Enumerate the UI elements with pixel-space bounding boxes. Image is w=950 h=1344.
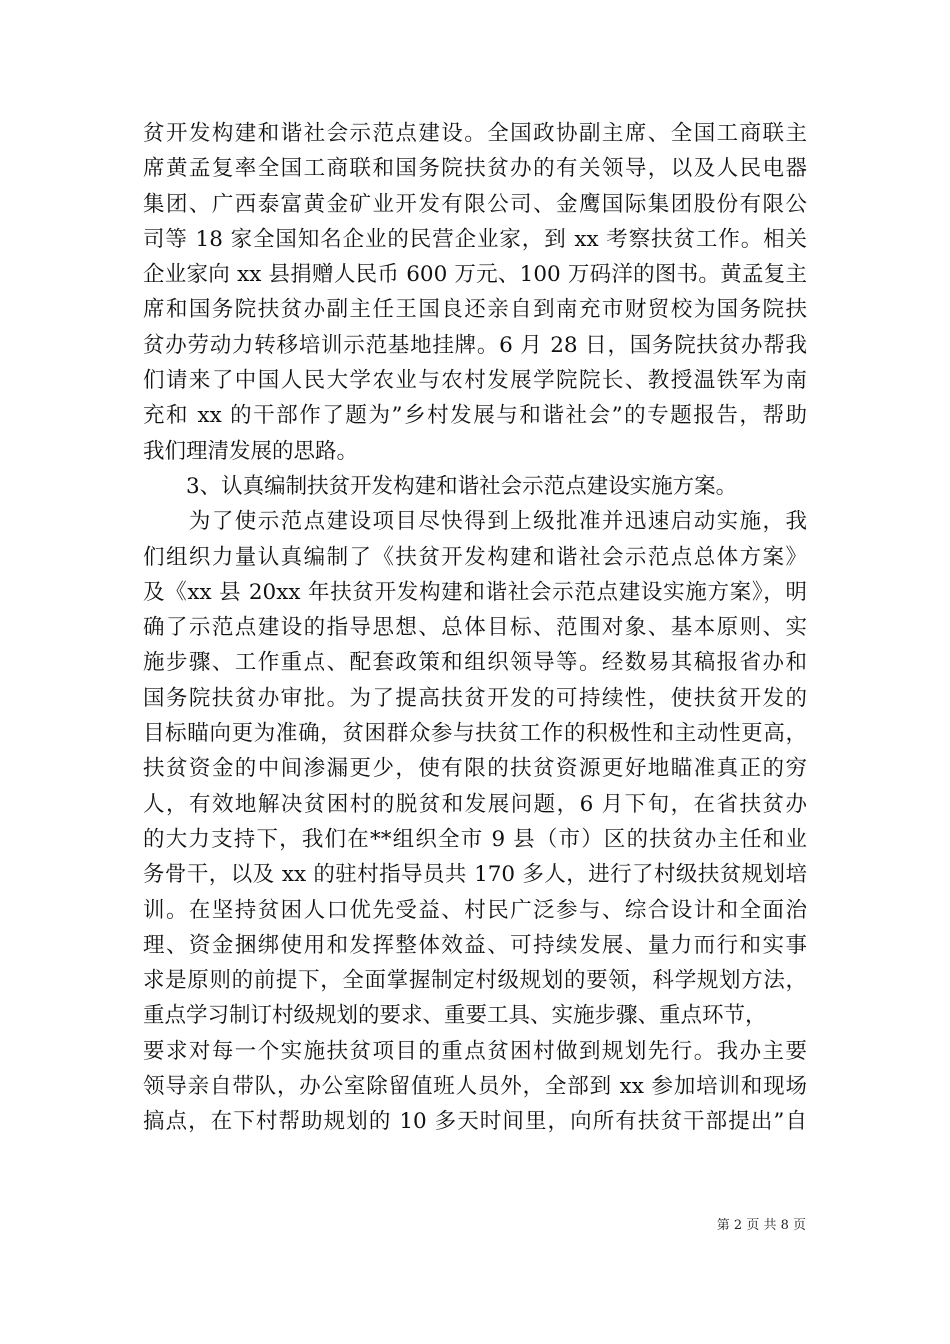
text-line: 领导亲自带队，办公室除留值班人员外，全部到 xx 参加培训和现场 (143, 1074, 807, 1100)
text-line: 国务院扶贫办审批。为了提高扶贫开发的可持续性，使扶贫开发的 (143, 685, 807, 711)
text-line: 为了使示范点建设项目尽快得到上级批准并迅速启动实施，我 (143, 509, 807, 535)
text-line: 要求对每一个实施扶贫项目的重点贫困村做到规划先行。我办主要 (143, 1038, 807, 1064)
text-line: 搞点，在下村帮助规划的 10 多天时间里，向所有扶贫干部提出”自 (143, 1109, 807, 1135)
text-line: 人，有效地解决贫困村的脱贫和发展问题，6 月下旬，在省扶贫办 (143, 791, 807, 817)
text-line: 司等 18 家全国知名企业的民营企业家，到 xx 考察扶贫工作。相关 (143, 226, 807, 252)
text-line: 及《xx 县 20xx 年扶贫开发构建和谐社会示范点建设实施方案》，明 (143, 579, 807, 605)
text-line: 贫开发构建和谐社会示范点建设。全国政协副主席、全国工商联主 (143, 121, 807, 146)
text-line: 们请来了中国人民大学农业与农村发展学院院长、教授温铁军为南 (143, 368, 807, 394)
text-line: 充和 xx 的干部作了题为”乡村发展与和谐社会”的专题报告，帮助 (143, 403, 807, 429)
text-line: 训。在坚持贫困人口优先受益、村民广泛参与、综合设计和全面治 (143, 897, 807, 923)
text-line: 贫办劳动力转移培训示范基地挂牌。6 月 28 日，国务院扶贫办帮我 (143, 332, 807, 358)
text-line: 席和国务院扶贫办副主任王国良还亲自到南充市财贸校为国务院扶 (143, 297, 807, 323)
text-line: 确了示范点建设的指导思想、总体目标、范围对象、基本原则、实 (143, 615, 807, 641)
text-line: 的大力支持下，我们在**组织全市 9 县（市）区的扶贫办主任和业 (143, 826, 807, 852)
text-line: 我们理清发展的思路。 (143, 438, 359, 464)
text-line: 席黄孟复率全国工商联和国务院扶贫办的有关领导，以及人民电器 (143, 156, 807, 182)
text-line: 扶贫资金的中间渗漏更少，使有限的扶贫资源更好地瞄准真正的穷 (143, 756, 807, 782)
body-text (143, 116, 807, 1140)
text-line: 求是原则的前提下，全面掌握制定村级规划的要领，科学规划方法， (143, 968, 807, 994)
page-number: 第 2 页 共 8 页 (716, 1218, 806, 1233)
text-line: 目标瞄向更为准确，贫困群众参与扶贫工作的积极性和主动性更高， (143, 721, 807, 747)
text-line: 施步骤、工作重点、配套政策和组织领导等。经数易其稿报省办和 (143, 650, 807, 676)
text-line: 务骨干，以及 xx 的驻村指导员共 170 多人，进行了村级扶贫规划培 (143, 862, 807, 888)
text-line: 们组织力量认真编制了《扶贫开发构建和谐社会示范点总体方案》 (143, 544, 807, 570)
section-heading: 3、认真编制扶贫开发构建和谐社会示范点建设实施方案。 (143, 473, 738, 499)
text-line: 集团、广西泰富黄金矿业开发有限公司、金鹰国际集团股份有限公 (143, 191, 807, 217)
text-line: 重点学习制订村级规划的要求、重要工具、实施步骤、重点环节， (143, 1003, 767, 1029)
text-line: 理、资金捆绑使用和发挥整体效益、可持续发展、量力而行和实事 (143, 932, 807, 958)
text-line: 企业家向 xx 县捐赠人民币 600 万元、100 万码洋的图书。黄孟复主 (143, 262, 807, 288)
